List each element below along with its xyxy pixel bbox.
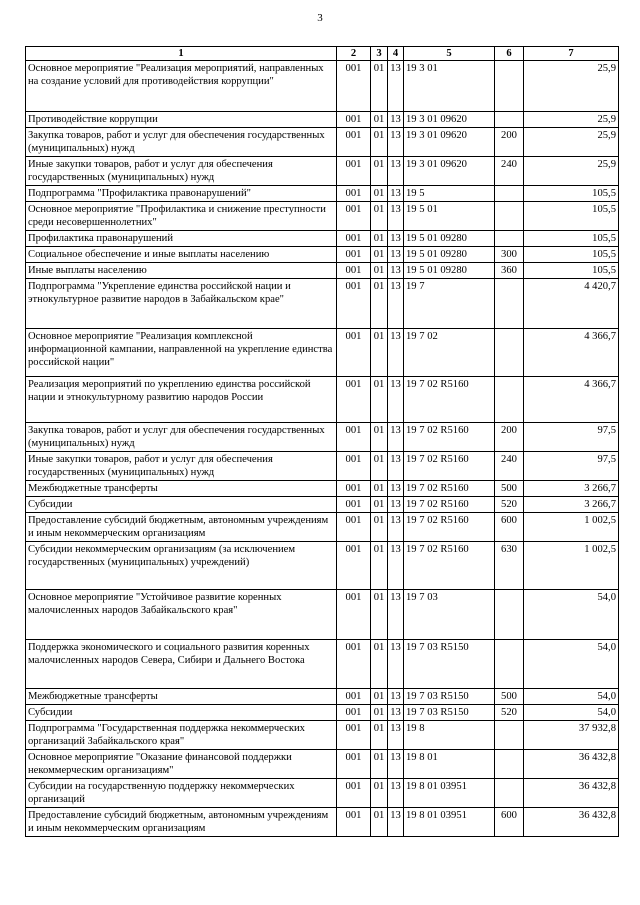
row-col2: 001 xyxy=(337,231,371,247)
table-row xyxy=(26,481,619,497)
row-name: Основное мероприятие "Оказание финансовой поддержки некоммерческим организациям" xyxy=(26,750,337,779)
row-col4: 13 xyxy=(388,750,404,779)
row-name: Предоставление субсидий бюджетным, автономным учреждениям и иным некоммерческим организациям xyxy=(26,513,337,542)
row-name: Реализация мероприятий по укреплению единства российской нации и этнокультурному развитию народов России xyxy=(26,377,337,423)
row-col6 xyxy=(495,202,524,231)
row-col4: 13 xyxy=(388,705,404,721)
row-col5: 19 5 01 xyxy=(404,202,495,231)
row-col2: 001 xyxy=(337,186,371,202)
row-name: Субсидии некоммерческим организациям (за исключением государственных (муниципальных) учреждений) xyxy=(26,542,337,590)
row-col6 xyxy=(495,231,524,247)
row-col6: 520 xyxy=(495,497,524,513)
row-col2: 001 xyxy=(337,689,371,705)
row-col6: 520 xyxy=(495,705,524,721)
table-row xyxy=(26,705,619,721)
row-name: Основное мероприятие "Устойчивое развитие коренных малочисленных народов Забайкальского края" xyxy=(26,590,337,640)
row-name: Подпрограмма "Государственная поддержка некоммерческих организаций Забайкальского края" xyxy=(26,721,337,750)
row-name: Закупка товаров, работ и услуг для обеспечения государственных (муниципальных) нужд xyxy=(26,128,337,157)
row-amount: 105,5 xyxy=(524,263,619,279)
row-col3: 01 xyxy=(371,640,388,689)
row-amount: 1 002,5 xyxy=(524,542,619,590)
table-row xyxy=(26,640,619,689)
row-name: Субсидии xyxy=(26,497,337,513)
row-col6: 500 xyxy=(495,481,524,497)
row-col2: 001 xyxy=(337,542,371,590)
row-col3: 01 xyxy=(371,705,388,721)
row-col6: 240 xyxy=(495,157,524,186)
header-col-2: 2 xyxy=(337,47,371,61)
row-col3: 01 xyxy=(371,452,388,481)
row-col5: 19 3 01 09620 xyxy=(404,128,495,157)
row-col5: 19 3 01 09620 xyxy=(404,112,495,128)
row-name: Профилактика правонарушений xyxy=(26,231,337,247)
row-col4: 13 xyxy=(388,202,404,231)
row-name: Предоставление субсидий бюджетным, автономным учреждениям и иным некоммерческим организациям xyxy=(26,808,337,837)
row-col3: 01 xyxy=(371,112,388,128)
row-amount: 54,0 xyxy=(524,640,619,689)
row-col2: 001 xyxy=(337,808,371,837)
row-amount: 37 932,8 xyxy=(524,721,619,750)
row-name: Противодействие коррупции xyxy=(26,112,337,128)
row-amount: 25,9 xyxy=(524,157,619,186)
row-col2: 001 xyxy=(337,481,371,497)
row-col5: 19 7 02 R5160 xyxy=(404,377,495,423)
row-col3: 01 xyxy=(371,61,388,112)
header-col-7: 7 xyxy=(524,47,619,61)
row-name: Закупка товаров, работ и услуг для обеспечения государственных (муниципальных) нужд xyxy=(26,423,337,452)
row-col5: 19 7 03 R5150 xyxy=(404,689,495,705)
row-col5: 19 7 02 R5160 xyxy=(404,423,495,452)
row-amount: 4 420,7 xyxy=(524,279,619,329)
row-amount: 25,9 xyxy=(524,61,619,112)
row-amount: 97,5 xyxy=(524,452,619,481)
row-col4: 13 xyxy=(388,61,404,112)
row-name: Иные закупки товаров, работ и услуг для обеспечения государственных (муниципальных) нужд xyxy=(26,157,337,186)
row-col3: 01 xyxy=(371,721,388,750)
row-col4: 13 xyxy=(388,263,404,279)
row-col5: 19 8 xyxy=(404,721,495,750)
table-row xyxy=(26,61,619,112)
row-name: Подпрограмма "Укрепление единства российской нации и этнокультурное развитие народов в Забайкальском крае" xyxy=(26,279,337,329)
row-col3: 01 xyxy=(371,750,388,779)
table-row xyxy=(26,721,619,750)
row-col6 xyxy=(495,112,524,128)
row-col5: 19 7 xyxy=(404,279,495,329)
row-col3: 01 xyxy=(371,231,388,247)
row-col5: 19 3 01 xyxy=(404,61,495,112)
row-col4: 13 xyxy=(388,542,404,590)
page-number: 3 xyxy=(317,12,323,24)
row-col3: 01 xyxy=(371,542,388,590)
row-amount: 1 002,5 xyxy=(524,513,619,542)
row-amount: 36 432,8 xyxy=(524,750,619,779)
table-row xyxy=(26,263,619,279)
row-col2: 001 xyxy=(337,423,371,452)
row-col2: 001 xyxy=(337,279,371,329)
row-amount: 3 266,7 xyxy=(524,497,619,513)
row-col4: 13 xyxy=(388,157,404,186)
row-amount: 54,0 xyxy=(524,705,619,721)
table-row xyxy=(26,112,619,128)
row-col5: 19 7 02 R5160 xyxy=(404,513,495,542)
row-col4: 13 xyxy=(388,247,404,263)
row-col3: 01 xyxy=(371,247,388,263)
row-col5: 19 7 02 xyxy=(404,329,495,377)
table-row xyxy=(26,590,619,640)
row-col3: 01 xyxy=(371,377,388,423)
row-col6 xyxy=(495,590,524,640)
row-col4: 13 xyxy=(388,481,404,497)
row-amount: 105,5 xyxy=(524,231,619,247)
row-amount: 36 432,8 xyxy=(524,779,619,808)
row-col2: 001 xyxy=(337,513,371,542)
row-col2: 001 xyxy=(337,263,371,279)
row-col2: 001 xyxy=(337,497,371,513)
header-col-4: 4 xyxy=(388,47,404,61)
table-row xyxy=(26,779,619,808)
row-amount: 105,5 xyxy=(524,202,619,231)
table-row xyxy=(26,689,619,705)
row-name: Иные выплаты населению xyxy=(26,263,337,279)
row-col6: 630 xyxy=(495,542,524,590)
table-row xyxy=(26,247,619,263)
row-col2: 001 xyxy=(337,202,371,231)
row-col6 xyxy=(495,721,524,750)
row-col5: 19 7 02 R5160 xyxy=(404,452,495,481)
row-col6: 500 xyxy=(495,689,524,705)
table-row xyxy=(26,231,619,247)
table-row xyxy=(26,279,619,329)
row-col4: 13 xyxy=(388,377,404,423)
row-col5: 19 8 01 xyxy=(404,750,495,779)
table-row xyxy=(26,423,619,452)
row-col4: 13 xyxy=(388,779,404,808)
header-col-6: 6 xyxy=(495,47,524,61)
row-col4: 13 xyxy=(388,808,404,837)
row-col5: 19 5 xyxy=(404,186,495,202)
table-row xyxy=(26,128,619,157)
row-col5: 19 5 01 09280 xyxy=(404,247,495,263)
row-col2: 001 xyxy=(337,750,371,779)
row-col3: 01 xyxy=(371,329,388,377)
row-col2: 001 xyxy=(337,640,371,689)
row-col6: 240 xyxy=(495,452,524,481)
row-col5: 19 7 02 R5160 xyxy=(404,497,495,513)
row-col4: 13 xyxy=(388,640,404,689)
header-col-1: 1 xyxy=(26,47,337,61)
row-col3: 01 xyxy=(371,779,388,808)
row-name: Основное мероприятие "Реализация комплексной информационной кампании, направленной на укрепление единства российской нации" xyxy=(26,329,337,377)
row-col6 xyxy=(495,61,524,112)
budget-table xyxy=(25,46,619,837)
row-col2: 001 xyxy=(337,590,371,640)
row-col2: 001 xyxy=(337,779,371,808)
row-col5: 19 7 03 xyxy=(404,590,495,640)
row-col2: 001 xyxy=(337,377,371,423)
table-row xyxy=(26,329,619,377)
row-amount: 105,5 xyxy=(524,186,619,202)
row-amount: 3 266,7 xyxy=(524,481,619,497)
row-col5: 19 5 01 09280 xyxy=(404,231,495,247)
row-col4: 13 xyxy=(388,231,404,247)
row-amount: 36 432,8 xyxy=(524,808,619,837)
row-col6 xyxy=(495,186,524,202)
row-name: Поддержка экономического и социального развития коренных малочисленных народов Севера, Сибири и Дальнего Востока xyxy=(26,640,337,689)
row-amount: 54,0 xyxy=(524,689,619,705)
row-col3: 01 xyxy=(371,481,388,497)
row-name: Субсидии xyxy=(26,705,337,721)
table-row xyxy=(26,808,619,837)
row-col5: 19 5 01 09280 xyxy=(404,263,495,279)
row-col4: 13 xyxy=(388,721,404,750)
table-header-row xyxy=(26,47,619,61)
row-name: Межбюджетные трансферты xyxy=(26,481,337,497)
row-col3: 01 xyxy=(371,157,388,186)
table-row xyxy=(26,377,619,423)
row-col4: 13 xyxy=(388,128,404,157)
table-row xyxy=(26,157,619,186)
row-col2: 001 xyxy=(337,721,371,750)
row-col6: 200 xyxy=(495,128,524,157)
row-name: Основное мероприятие "Реализация мероприятий, направленных на создание условий для противодействия коррупции" xyxy=(26,61,337,112)
row-col3: 01 xyxy=(371,590,388,640)
row-col6 xyxy=(495,329,524,377)
row-col3: 01 xyxy=(371,423,388,452)
table-row xyxy=(26,542,619,590)
row-col5: 19 8 01 03951 xyxy=(404,779,495,808)
row-col2: 001 xyxy=(337,452,371,481)
row-col5: 19 8 01 03951 xyxy=(404,808,495,837)
row-col6 xyxy=(495,640,524,689)
row-col2: 001 xyxy=(337,247,371,263)
row-col6: 360 xyxy=(495,263,524,279)
row-col4: 13 xyxy=(388,452,404,481)
table-row xyxy=(26,513,619,542)
header-col-3: 3 xyxy=(371,47,388,61)
row-name: Подпрограмма "Профилактика правонарушений" xyxy=(26,186,337,202)
row-col5: 19 7 03 R5150 xyxy=(404,640,495,689)
row-col3: 01 xyxy=(371,128,388,157)
table-row xyxy=(26,750,619,779)
row-amount: 105,5 xyxy=(524,247,619,263)
row-col4: 13 xyxy=(388,497,404,513)
row-col6 xyxy=(495,279,524,329)
row-col3: 01 xyxy=(371,808,388,837)
row-col6: 300 xyxy=(495,247,524,263)
table-row xyxy=(26,202,619,231)
row-name: Основное мероприятие "Профилактика и снижение преступности среди несовершеннолетних" xyxy=(26,202,337,231)
row-col3: 01 xyxy=(371,689,388,705)
row-col4: 13 xyxy=(388,186,404,202)
row-col4: 13 xyxy=(388,590,404,640)
row-col6 xyxy=(495,750,524,779)
header-col-5: 5 xyxy=(404,47,495,61)
row-col6: 600 xyxy=(495,808,524,837)
row-col3: 01 xyxy=(371,202,388,231)
row-col3: 01 xyxy=(371,263,388,279)
row-col3: 01 xyxy=(371,513,388,542)
row-col2: 001 xyxy=(337,61,371,112)
row-col5: 19 7 02 R5160 xyxy=(404,481,495,497)
table-row xyxy=(26,497,619,513)
row-col5: 19 7 03 R5150 xyxy=(404,705,495,721)
row-col3: 01 xyxy=(371,186,388,202)
row-col5: 19 3 01 09620 xyxy=(404,157,495,186)
row-col5: 19 7 02 R5160 xyxy=(404,542,495,590)
row-col6: 600 xyxy=(495,513,524,542)
row-name: Межбюджетные трансферты xyxy=(26,689,337,705)
row-amount: 25,9 xyxy=(524,128,619,157)
row-col4: 13 xyxy=(388,689,404,705)
row-amount: 54,0 xyxy=(524,590,619,640)
row-name: Социальное обеспечение и иные выплаты населению xyxy=(26,247,337,263)
row-col6 xyxy=(495,779,524,808)
row-col2: 001 xyxy=(337,329,371,377)
row-col6: 200 xyxy=(495,423,524,452)
row-amount: 25,9 xyxy=(524,112,619,128)
row-col4: 13 xyxy=(388,513,404,542)
row-col4: 13 xyxy=(388,329,404,377)
table-row xyxy=(26,452,619,481)
row-amount: 4 366,7 xyxy=(524,377,619,423)
row-col2: 001 xyxy=(337,157,371,186)
row-col4: 13 xyxy=(388,112,404,128)
table-row xyxy=(26,186,619,202)
row-amount: 97,5 xyxy=(524,423,619,452)
row-col6 xyxy=(495,377,524,423)
row-col4: 13 xyxy=(388,279,404,329)
row-col2: 001 xyxy=(337,705,371,721)
row-col3: 01 xyxy=(371,279,388,329)
row-col2: 001 xyxy=(337,128,371,157)
row-name: Иные закупки товаров, работ и услуг для обеспечения государственных (муниципальных) нужд xyxy=(26,452,337,481)
row-col2: 001 xyxy=(337,112,371,128)
row-col4: 13 xyxy=(388,423,404,452)
row-name: Субсидии на государственную поддержку некоммерческих организаций xyxy=(26,779,337,808)
row-col3: 01 xyxy=(371,497,388,513)
row-amount: 4 366,7 xyxy=(524,329,619,377)
